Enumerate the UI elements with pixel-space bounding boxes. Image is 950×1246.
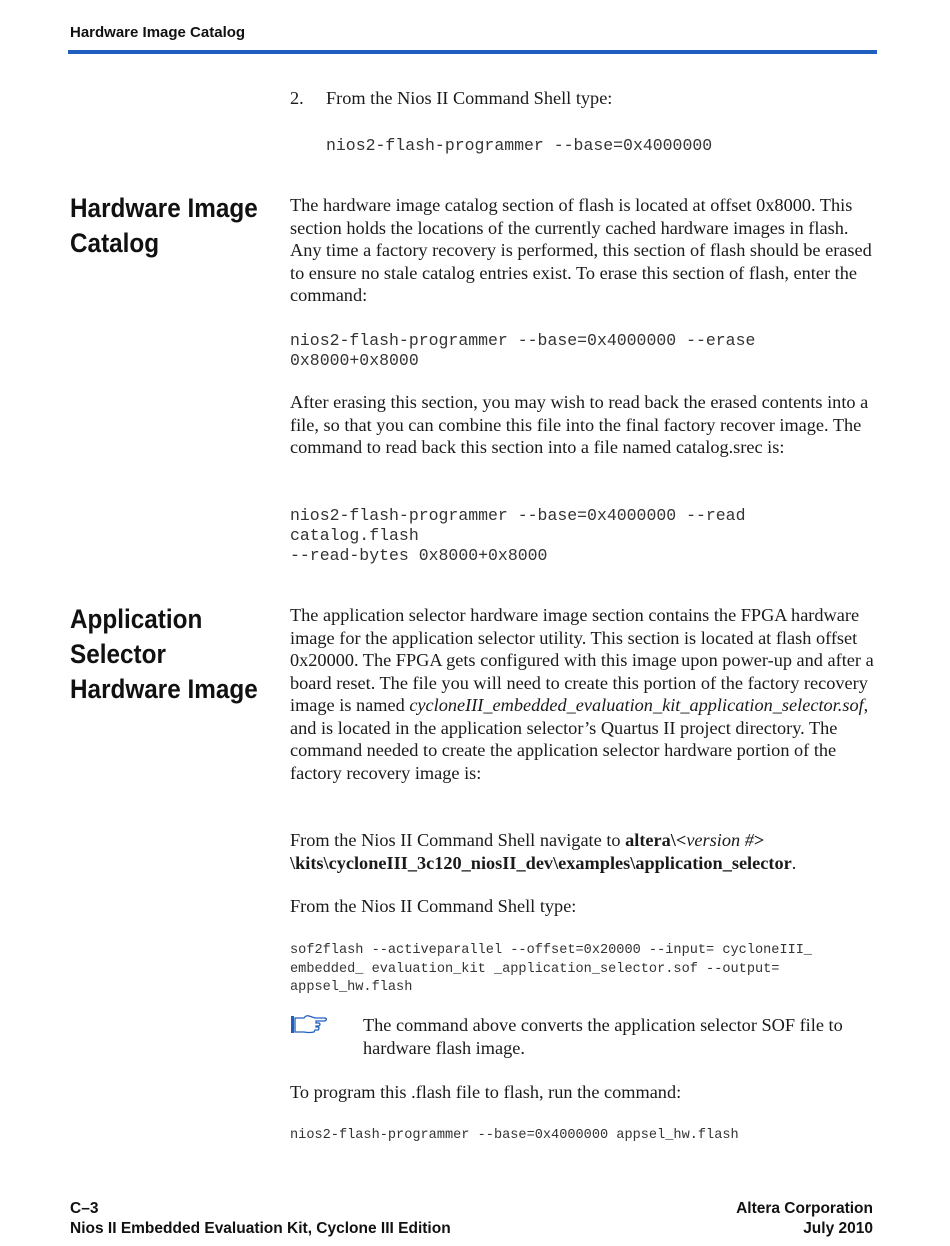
- footer-page-number: C–3: [70, 1200, 99, 1217]
- path-part: \kits\cycloneIII_3c120_niosII_dev\examples\application_selector: [290, 852, 792, 873]
- heading-line: Hardware Image: [70, 193, 258, 223]
- heading-line: Application: [70, 604, 203, 634]
- path-part: altera\<: [625, 830, 687, 850]
- step-text: From the Nios II Command Shell type:: [326, 88, 613, 108]
- app-selector-navigate-paragraph: [290, 829, 880, 874]
- catalog-paragraph-1: The hardware image catalog section of flash is located at offset 0x8000. This section holds the locations of the currently cached hardware images in flash. Any time a factory recovery is performed, this section of flash should be erased to ensure no stale catalog entries exist. To erase this section of flash, enter the command:: [290, 195, 872, 305]
- footer-doc-title: Nios II Embedded Evaluation Kit, Cyclone III Edition: [70, 1220, 451, 1237]
- step-command: nios2-flash-programmer --base=0x4000000: [326, 136, 713, 155]
- section-heading-catalog: [70, 191, 258, 261]
- path-part: >: [753, 830, 765, 850]
- catalog-paragraph-2: After erasing this section, you may wish to read back the erased contents into a file, so that you can combine this file into the final factory recover image. The command to read back this section into a file named catalog.srec is:: [290, 392, 869, 457]
- path-version: version #: [686, 830, 754, 850]
- note-text: The command above converts the application selector SOF file to hardware flash image.: [363, 1015, 843, 1058]
- catalog-erase-command: nios2-flash-programmer --base=0x4000000 --erase 0x8000+0x8000: [290, 331, 756, 370]
- section-heading-app-selector: [70, 602, 258, 707]
- header-rule: [68, 50, 877, 54]
- catalog-read-command: nios2-flash-programmer --base=0x4000000 --read catalog.flash --read-bytes 0x8000+0x8000: [290, 506, 746, 565]
- sof2flash-command: sof2flash --activeparallel --offset=0x20000 --input= cycloneIII_ embedded_ evaluation_kit _application_selector.sof --output= appsel_hw.flash: [290, 943, 813, 995]
- heading-line: Hardware Image: [70, 674, 258, 704]
- footer-date: July 2010: [803, 1220, 873, 1237]
- sof-filename: cycloneIII_embedded_evaluation_kit_application_selector.sof: [409, 695, 864, 715]
- program-flash-command: nios2-flash-programmer --base=0x4000000 appsel_hw.flash: [290, 1128, 739, 1143]
- heading-line: Selector: [70, 639, 166, 669]
- running-header: Hardware Image Catalog: [70, 24, 246, 41]
- app-selector-paragraph-4: To program this .flash file to flash, run the command:: [290, 1082, 682, 1102]
- app-selector-paragraph-1: [290, 604, 880, 784]
- app-selector-paragraph-3: From the Nios II Command Shell type:: [290, 896, 577, 916]
- heading-line: Catalog: [70, 228, 160, 258]
- paragraph-text: , and is located in the application selector’s Quartus II project directory. The command needed to create the application selector hardware portion of the factory recovery image is:: [290, 695, 869, 783]
- paragraph-text: .: [791, 852, 797, 873]
- paragraph-text: The application selector hardware image section contains the FPGA hardware image for the application selector utility. This section is located at flash offset 0x20000. The FPGA gets configured with this image upon power-up and after a board reset. The file you will need to create this portion of the factory recovery image is named: [290, 605, 874, 715]
- footer-company: Altera Corporation: [736, 1200, 873, 1217]
- pointing-hand-icon: [290, 1013, 330, 1042]
- step-number: 2.: [290, 88, 304, 108]
- paragraph-text: From the Nios II Command Shell navigate to: [290, 830, 626, 850]
